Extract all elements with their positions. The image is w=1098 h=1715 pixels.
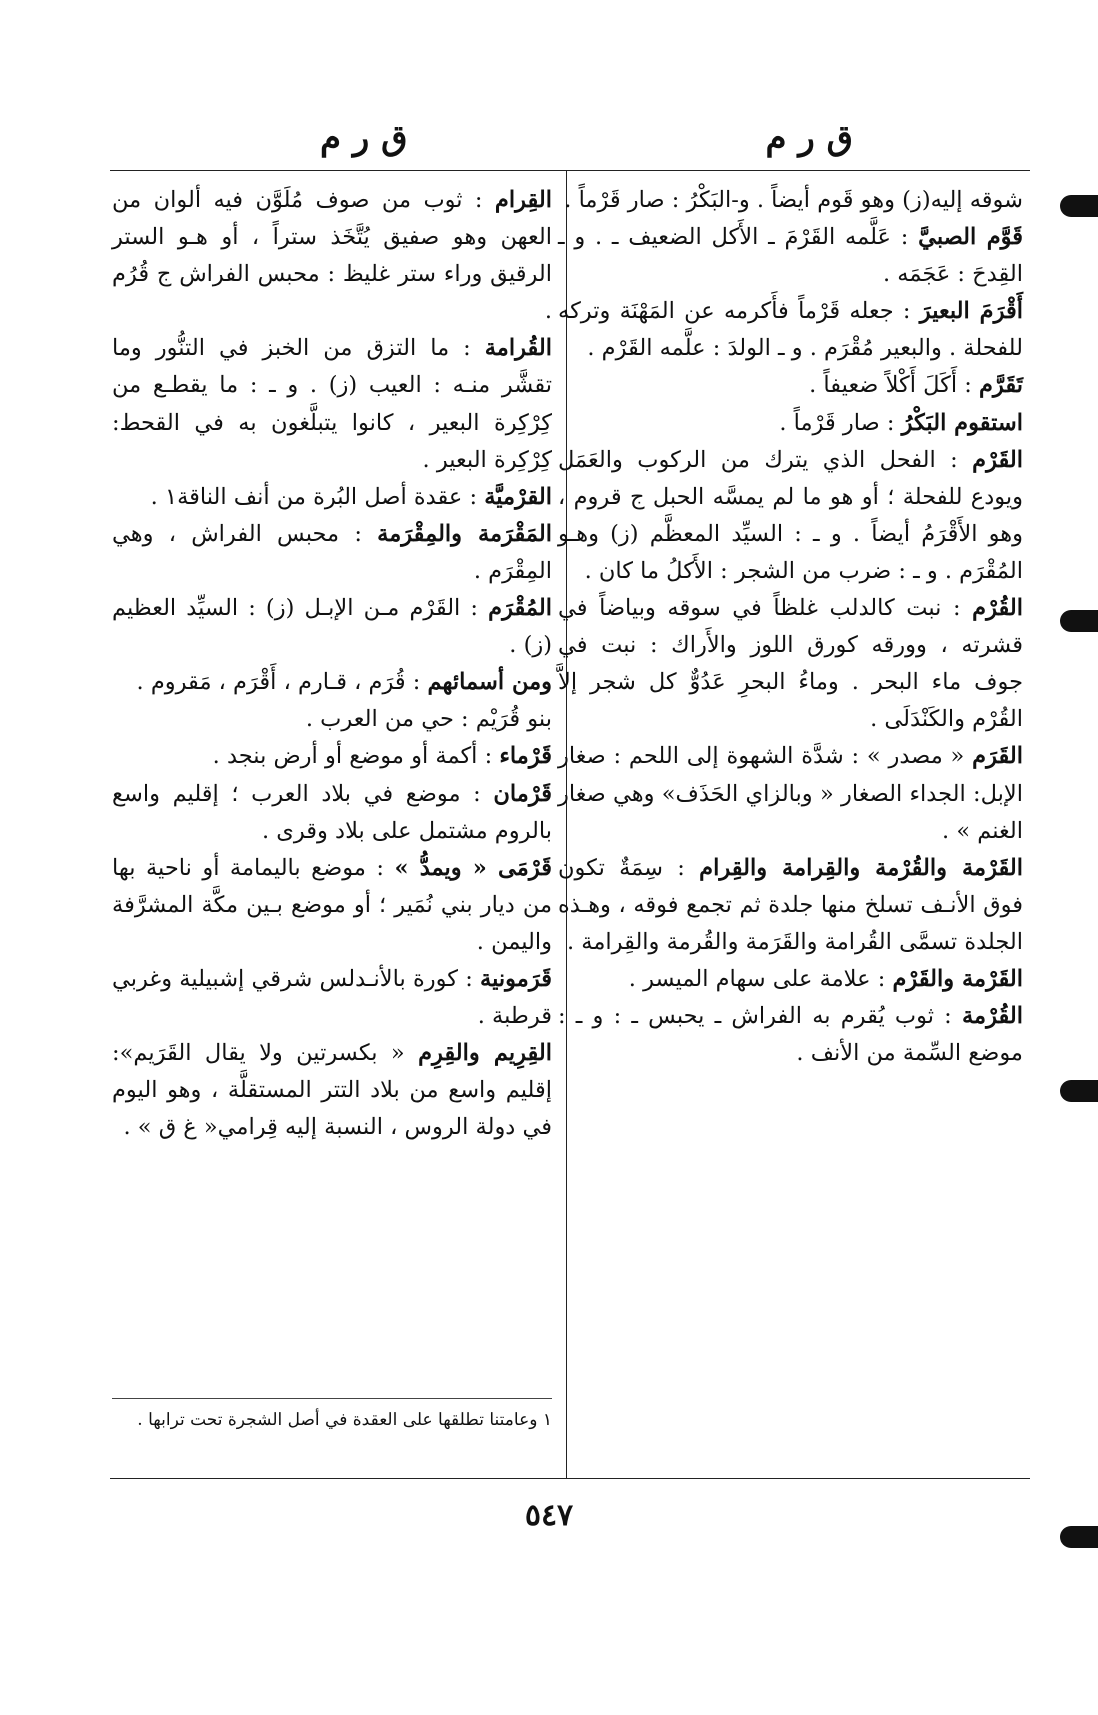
entry	[112, 738, 552, 775]
definition: : عَلَّمه القَرْمَ ـ الأَكل الضعيف ـ . و ـ القِدحَ : عَجَمَه .	[558, 224, 1023, 288]
headword: استقوم البَكْرُ	[901, 409, 1023, 436]
headword: القِرام	[494, 187, 552, 213]
entry	[558, 182, 1023, 219]
definition: بنو قُرَيْم : حي من العرب .	[305, 706, 552, 733]
headword: قَرْماء	[499, 743, 552, 770]
headword: القَرْمة والقَرْم	[892, 965, 1023, 992]
headword: ومن أسمائهم	[427, 669, 552, 696]
definition: : قُرَم ، قـارم ، أَقْرَم ، مَقروم .	[136, 669, 421, 696]
headword: القَرْم	[972, 446, 1023, 473]
headword: القِرِيم والقِرِم	[418, 1040, 552, 1067]
headword: أَقْرَمَ البعيرَ	[919, 298, 1024, 325]
entry	[112, 664, 552, 701]
entry	[112, 1035, 552, 1146]
entry	[112, 182, 552, 330]
margin-thumb-mark	[1060, 1526, 1098, 1548]
entry	[112, 701, 552, 738]
headword: تَقَرَّم	[979, 372, 1023, 399]
headword: القرْميَّة	[484, 483, 552, 510]
margin-thumb-mark	[1060, 1080, 1098, 1102]
entry	[112, 590, 552, 664]
headword: المُقْرَم	[488, 595, 552, 622]
definition: شوقه إليه(ز) وهو قَوم أيضاً . و-البَكْرُ : صار قَرْماً .	[564, 187, 1023, 213]
entry	[558, 405, 1023, 442]
definition: : نبت كالدلب غلظاً في سوقه وبياضاً في قشرته ، وورقه كورق اللوز والأَراك : نبت في جوف ماء البحر . وماءُ البحرِ عَدُوٌّ كل شجر إلاَّ القُرْم والكَنْدَلَى .	[558, 595, 1023, 733]
running-head-left: ق ر م	[320, 118, 408, 158]
definition: : الفحل الذي يترك من الركوب والعَمَل ويودع للفحلة ؛ أو هو ما لم يمسَّه الحبل ج قروم ، وهو الأَقْرَمُ أيضاً . و ـ : السيِّد المعظَّم (ز) وهـو المُقْرَم . و ـ : ضرب من الشجر : الأَكلُ ما كان .	[558, 446, 1023, 584]
entry	[112, 516, 552, 590]
definition: : سِمَةٌ تكون فوق الأنـف تسلخ منها جلدة ثم تجمع فوقه ، وهـذه الجلدة تسمَّى القُرامة والقَرَمة والقُرمة والقِرامة .	[558, 854, 1023, 955]
entry	[558, 293, 1023, 367]
definition: : أَكَلَ أَكْلاً ضعيفاً .	[809, 372, 972, 399]
entry	[558, 998, 1023, 1072]
headword: قَرْمان	[493, 780, 552, 807]
entry	[558, 367, 1023, 404]
entry	[112, 961, 552, 1035]
entry	[112, 330, 552, 478]
margin-thumb-mark	[1060, 610, 1098, 632]
headword: القَرَم	[972, 743, 1023, 770]
entry	[558, 850, 1023, 961]
definition: : محبس الفراش ، وهي المِقْرَم .	[112, 520, 552, 584]
entry	[558, 442, 1023, 590]
definition: : كورة بالأنـدلس شرقي إشبيلية وغربي قرطبة .	[112, 965, 552, 1030]
entry	[558, 219, 1023, 293]
definition: : القَرْم مـن الإبـل (ز) : السيِّد العظيم (ز) .	[112, 595, 552, 659]
entry	[112, 850, 552, 961]
definition: : ثوب من صوف مُلَوَّن فيه ألوان من العهن وهو صفيق يُتَّخَذ ستراً ، أو هـو الستر الرقيق وراء ستر غليظ : محبس الفراش ج قُرُم .	[112, 187, 552, 325]
entry	[558, 961, 1023, 998]
definition: : موضع باليمامة أو ناحية بها من ديار بني نُمَير ؛ أو موضع بـين مكَّة المشرَّفة واليمن .	[112, 854, 552, 955]
definition: « مصدر » : شدَّة الشهوة إلى اللحم : صغار الإبل: الجداء الصغار « وبالزاي الحَذَف» وهي صغار الغنم » .	[558, 743, 1023, 844]
definition: : جعله قَرْماً فأَكرمه عن المَهْنَة وتركه للفحلة . والبعير مُقْرَم . و ـ الولدَ : علَّمه القَرْم .	[558, 298, 1023, 362]
headword: قَوَّم الصبيَّ	[918, 224, 1023, 251]
running-head-right: ق ر م	[765, 118, 853, 158]
headword: القُرْمة	[961, 1003, 1023, 1030]
bottom-rule	[110, 1478, 1030, 1479]
definition: : موضع في بلاد العرب ؛ إقليم واسع بالروم مشتمل على بلاد وقرى .	[112, 780, 552, 844]
definition: : علامة على سهام الميسر .	[628, 965, 886, 992]
definition: « بكسرتين ولا يقال القَرَيم»: إقليم واسع من بلاد التتر المستقلَّة ، وهو اليوم في دولة الروس ، النسبة إليه قِرامي« غ ق » .	[112, 1040, 552, 1141]
top-rule	[110, 170, 1030, 171]
definition: : ثوب يُقرم به الفراش ـ يحبس ـ : و ـ : موضع السِّمة من الأنف .	[558, 1003, 1023, 1067]
headword: قَرْمَى « ويمدُّ »	[394, 854, 553, 881]
entry	[558, 738, 1023, 849]
headword: القُرْم	[972, 595, 1024, 622]
footnote: ١ وعامتنا تطلقها على العقدة في أصل الشجرة تحت ترابها .	[137, 1410, 552, 1430]
entry	[558, 590, 1023, 738]
definition: : صار قَرْماً .	[779, 409, 895, 436]
right-column	[558, 182, 1023, 1072]
left-column	[112, 182, 552, 1146]
page-number: ٥٤٧	[524, 1498, 574, 1533]
entry	[112, 479, 552, 516]
margin-thumb-mark	[1060, 195, 1098, 217]
footnote-separator	[112, 1398, 552, 1399]
headword: المَقْرَمة والمِقْرَمة	[377, 520, 552, 547]
headword: القَرْمة والقُرْمة والقِرامة والقِرام	[699, 854, 1023, 881]
definition: : عقدة أصل البُرة من أنف الناقة١ .	[150, 483, 478, 510]
definition: : ما التزق من الخبز في التنُّور وما تقشَّر منـه : العيب (ز) . و ـ : ما يقطـع من كِرْكِرة البعير ، كانوا يتبلَّغون به في القحط: كِرْكِرة البعير .	[112, 335, 552, 473]
entry	[112, 776, 552, 850]
definition: : أكمة أو موضع أو أرض بنجد .	[212, 743, 493, 770]
headword: القُرامة	[484, 335, 552, 362]
headword: قَرَمونية	[480, 965, 552, 992]
